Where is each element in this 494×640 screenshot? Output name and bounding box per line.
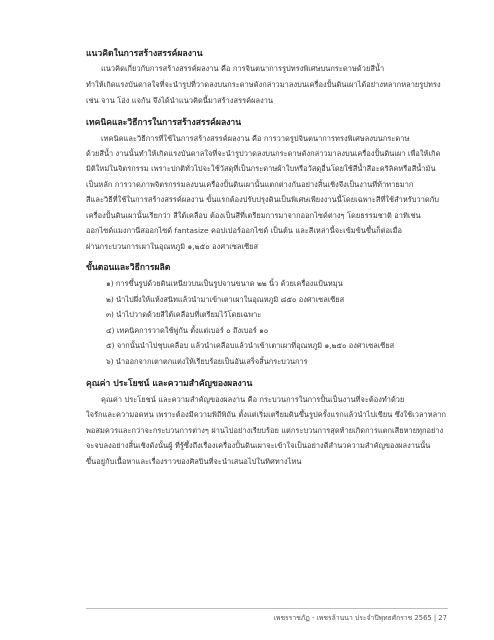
paragraph-line: เทคนิคและวิธีการที่ใช้ในการสร้างสรรค์ผลงาน คือ การวาดรูปจินตนาการทรงพิเศษลงบนกระดาษ — [101, 134, 410, 143]
paragraph-line: แนวคิดเกี่ยวกับการสร้างสรรค์ผลงาน คือ การจินตนาการรูปทรงพิเศษบนกระดาษด้วยสีน้ำ — [101, 64, 385, 73]
step-item: ๕) จากนั้นนำไปชุบเคลือบ แล้วนำเคลือบแล้วนำเข้าเตาเผาที่อุณหภูมิ ๑,๒๕๐ องศาเซลเซียส — [106, 341, 395, 350]
paragraph-line: ขึ้นอยู่กับเนื้อหาและเรื่องราวของศิลปินที่จะนำเสนอไปในทิศทางไหน — [86, 457, 302, 466]
paragraph-line: ด้วยสีน้ำ งานนั้นทำให้เกิดแรงบันดาลใจที่จะนำรูปวาดลงบนกระดาษดังกล่าวมาลงบนเครื่องปั้นดินเผา เพื่อให้เกิด — [86, 149, 441, 158]
paragraph-line: คุณค่า ประโยชน์ และความสำคัญของผลงาน คือ กระบวนการในการปั้นเป็นงานที่จะต้องทำด้วย — [101, 395, 405, 404]
paragraph-line: เครื่องปั้นดินเผานั้นเรียกว่า สีใต้เคลือบ ต้องเป็นสีที่เตรียมการมาจากออกไซด์ต่างๆ โดยธรรมชาติ อาทิเช่น — [86, 211, 421, 220]
paragraph-line: ผ่านกระบวนการเผาในอุณหภูมิ ๑,๒๕๐ องศาเซลเซียส — [86, 242, 259, 251]
step-item: ๖) นำออกจากเตาตกแต่งให้เรียบร้อยเป็นอันเสร็จสิ้นกระบวนการ — [106, 357, 308, 366]
paragraph-line: มิติใหม่ในจิตรกรรม เพราะปกติทั่วไปจะใช้วัสดุที่เป็นกระดาษผ้าใบหรือวัสดุอื่นโดยใช้สีน้ำสีอะคริลิคหรือสีน้ำมัน — [86, 164, 436, 173]
paragraph-line: จะจบลงอย่างสิ้นเชิงดังนั้นผู้ ที่รู้ซึ้งถึงเรื่องเครื่องปั้นดินเผาจะเข้าใจเป็นอย่างดีสำนวความสำคัญของผลงานนั้น — [86, 441, 431, 450]
section-heading-value: คุณค่า ประโยชน์ และความสำคัญของผลงาน — [86, 379, 253, 389]
paragraph-line: ใจรักและความอดทน เพราะต้องมีความพิถีพิถัน ตั้งแต่เริ่มเตรียมดินขึ้นรูปครั้งแรกแล้วนำไปเขียน ซึ่งใช้เวลาหลาก — [86, 410, 446, 419]
footer-divider — [86, 608, 448, 609]
page-footer: เพชรราชภัฏ - เพชรล้านนา ประจำปีพุทธศักราช 2565 | 27 — [273, 614, 447, 622]
step-item: ๓) นำไปวาดด้วยสีใต้เคลือบที่เตรียมไว้โดยเฉพาะ — [106, 310, 262, 319]
paragraph-line: สีและวิธีที่ใช้ในการสร้างสรรค์ผลงาน ขั้นแรกต้องปรับปรุงดินเป็นพิเศษเพียงงานนี้โดยเฉพาะสีที่ใช้สำหรับวาดกับ — [86, 195, 440, 204]
step-item: ๑) การขึ้นรูปด้วยดินเหนียวบนเป็นรูปจานขนาด ๒๒ นิ้ว ด้วยเครื่องแป้นหมุน — [106, 279, 343, 288]
paragraph-line: ทำให้เกิดแรงบันดาลใจที่จะนำรูปที่วาดลงบนกระดาษดังกล่าวมาลงบนเครื่องปั้นดินเผาได้อย่างหลากหลายรูปทรง — [86, 80, 441, 89]
paragraph-line: พอสมควรและกว่าจะกระบวนการต่างๆ ผ่านไปอย่างเรียบร้อย แต่กระบวนการสุดท้ายเกิดการแตกเสียหายทุกอย่าง — [86, 426, 444, 435]
step-item: ๒) นำไปผึ่งให้แห้งสนิทแล้วนำมาเข้าเตาเผาในอุณหภูมิ ๘๕๐ องศาเซลเซียส — [106, 295, 345, 304]
step-item: ๔) เทคนิคการวาดใช้พู่กัน ตั้งแต่เบอร์ ๐ ถึงเบอร์ ๑๐ — [106, 326, 269, 335]
section-heading-production-steps: ขั้นตอนและวิธีการผลิต — [86, 263, 171, 273]
section-heading-technique: เทคนิคและวิธีการในการสร้างสรรค์ผลงาน — [86, 118, 242, 128]
paragraph-line: เช่น จาน โอ่ง แจกัน จึงได้นำแนวคิดนี้มาสร้างสรรค์ผลงาน — [86, 96, 274, 105]
paragraph-line: เป็นหลัก การวาดภาพจิตรกรรมลงบนเครื่องปั้นดินเผานั้นแตกต่างกันอย่างสิ้นเชิงจึงเป็นงานที่ท้าทายมาก — [86, 180, 414, 189]
paragraph-line: ออกไซด์แมงกานีสออกไซด์ fantasize คอปเปอร์ออกไซด์ เป็นต้น และสีเหล่านี้จะเข้มข้นขึ้นก็ต่อเมื่อ — [86, 226, 402, 235]
section-heading-concept: แนวคิดในการสร้างสรรค์ผลงาน — [86, 49, 203, 59]
